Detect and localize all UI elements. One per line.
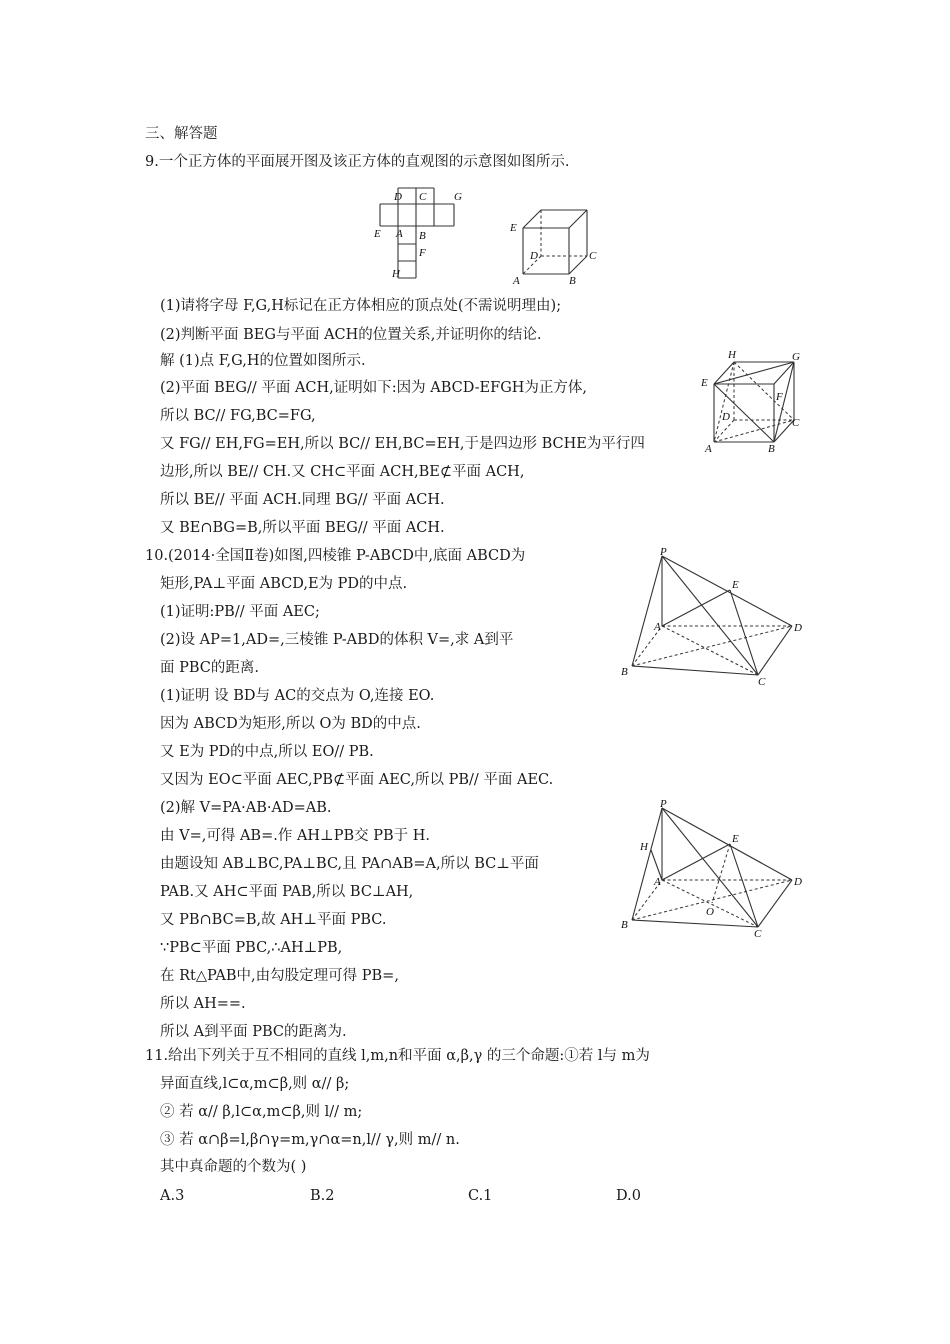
solution-9-line-7: 又 BE∩BG=B,所以平面 BEG// 平面 ACH. xyxy=(160,520,445,536)
solution-10-line-4: 又因为 EO⊂平面 AEC,PB⊄平面 AEC,所以 PB// 平面 AEC. xyxy=(160,772,554,788)
net-label-g: G xyxy=(454,191,462,203)
problem-9-part-2: (2)判断平面 BEG与平面 ACH的位置关系,并证明你的结论. xyxy=(160,327,542,343)
net-label-d: D xyxy=(394,191,402,203)
problem-9-part-1: (1)请将字母 F,G,H标记在正方体相应的顶点处(不需说明理由); xyxy=(160,298,562,314)
solution-10-line-1: (1)证明 设 BD与 AC的交点为 O,连接 EO. xyxy=(160,688,435,704)
option-d: D.0 xyxy=(616,1188,641,1204)
solution-9-line-6: 所以 BE// 平面 ACH.同理 BG// 平面 ACH. xyxy=(160,492,445,508)
pyr2-label-d: D xyxy=(794,876,802,888)
option-a: A.3 xyxy=(160,1188,185,1204)
problem-9-statement: 9.一个正方体的平面展开图及该正方体的直观图的示意图如图所示. xyxy=(145,154,570,170)
problem-11-proposition-3: ③ 若 α∩β=l,β∩γ=m,γ∩α=n,l// γ,则 m// n. xyxy=(160,1132,460,1148)
net-label-h: H xyxy=(392,268,400,280)
cube2-label-f: F xyxy=(776,391,783,403)
option-b: B.2 xyxy=(310,1188,335,1204)
option-c: C.1 xyxy=(468,1188,493,1204)
solution-10-line-9: 又 PB∩BC=B,故 AH⊥平面 PBC. xyxy=(160,912,387,928)
solution-10-line-13: 所以 A到平面 PBC的距离为. xyxy=(160,1024,347,1040)
cube1-label-e: E xyxy=(510,222,517,234)
problem-11-proposition-2: ② 若 α// β,l⊂α,m⊂β,则 l// m; xyxy=(160,1104,363,1120)
cube2-label-b: B xyxy=(768,443,775,455)
solution-10-line-3: 又 E为 PD的中点,所以 EO// PB. xyxy=(160,744,374,760)
net-label-e: E xyxy=(374,228,381,240)
pyr1-label-a: A xyxy=(654,621,661,633)
pyramid-figure-2 xyxy=(618,800,818,940)
pyr2-label-o: O xyxy=(706,906,714,918)
solution-10-line-7: 由题设知 AB⊥BC,PA⊥BC,且 PA∩AB=A,所以 BC⊥平面 xyxy=(160,856,539,872)
pyr2-label-c: C xyxy=(754,928,762,940)
pyr2-label-a: A xyxy=(654,876,661,888)
problem-11-question: 其中真命题的个数为( ) xyxy=(160,1159,307,1175)
pyr1-label-e: E xyxy=(732,579,739,591)
pyr1-label-d: D xyxy=(794,622,802,634)
solution-9-line-2: (2)平面 BEG// 平面 ACH,证明如下:因为 ABCD-EFGH为正方体, xyxy=(160,380,588,396)
net-label-b: B xyxy=(419,230,426,242)
problem-10-statement-1: 10.(2014·全国Ⅱ卷)如图,四棱锥 P-ABCD中,底面 ABCD为 xyxy=(145,548,526,564)
pyr2-label-e: E xyxy=(732,833,739,845)
problem-11-statement-1: 11.给出下列关于互不相同的直线 l,m,n和平面 α,β,γ 的三个命题:①若 l与 m为 xyxy=(145,1048,650,1064)
cube-net-figure xyxy=(370,185,470,280)
cube-solution-figure xyxy=(698,348,808,458)
solution-10-line-11: 在 Rt△PAB中,由勾股定理可得 PB=, xyxy=(160,968,399,984)
cube2-label-c: C xyxy=(792,417,800,429)
problem-11-statement-2: 异面直线,l⊂α,m⊂β,则 α// β; xyxy=(160,1076,350,1092)
pyr1-label-c: C xyxy=(758,676,766,688)
problem-10-part-1: (1)证明:PB// 平面 AEC; xyxy=(160,604,320,620)
section-title: 三、解答题 xyxy=(145,126,218,142)
cube1-label-c: C xyxy=(589,250,597,262)
pyr1-label-p: P xyxy=(660,548,667,558)
cube1-label-a: A xyxy=(513,275,520,287)
problem-10-part-2-cont: 面 PBC的距离. xyxy=(160,660,259,676)
answer-options xyxy=(160,1186,660,1206)
solution-10-line-8: PAB.又 AH⊂平面 PAB,所以 BC⊥AH, xyxy=(160,884,414,900)
pyr2-label-h: H xyxy=(640,841,648,853)
solution-9-line-5: 边形,所以 BE// CH.又 CH⊂平面 ACH,BE⊄平面 ACH, xyxy=(160,464,525,480)
net-label-a: A xyxy=(396,228,403,240)
solution-9-line-4: 又 FG// EH,FG=EH,所以 BC// EH,BC=EH,于是四边形 BCHE为平行四 xyxy=(160,436,645,452)
problem-10-part-2: (2)设 AP=1,AD=,三棱锥 P-ABD的体积 V=,求 A到平 xyxy=(160,632,514,648)
net-label-f: F xyxy=(419,247,426,259)
problem-10-statement-2: 矩形,PA⊥平面 ABCD,E为 PD的中点. xyxy=(160,576,408,592)
solution-10-line-12: 所以 AH==. xyxy=(160,996,246,1012)
pyr2-label-p: P xyxy=(660,800,667,810)
cube2-label-h: H xyxy=(728,349,736,361)
solution-10-line-6: 由 V=,可得 AB=.作 AH⊥PB交 PB于 H. xyxy=(160,828,430,844)
cube2-label-g: G xyxy=(792,351,800,363)
pyramid-figure-1 xyxy=(618,548,818,688)
solution-9-line-1: 解 (1)点 F,G,H的位置如图所示. xyxy=(160,353,366,369)
cube2-label-a: A xyxy=(705,443,712,455)
solution-10-line-5: (2)解 V=PA·AB·AD=AB. xyxy=(160,800,332,816)
pyr2-label-b: B xyxy=(621,919,628,931)
solution-10-line-2: 因为 ABCD为矩形,所以 O为 BD的中点. xyxy=(160,716,421,732)
solution-9-line-3: 所以 BC// FG,BC=FG, xyxy=(160,408,316,424)
cube-view-figure xyxy=(505,200,605,290)
solution-10-line-10: ∵PB⊂平面 PBC,∴AH⊥PB, xyxy=(160,940,343,956)
cube1-label-b: B xyxy=(569,275,576,287)
pyr1-label-b: B xyxy=(621,666,628,678)
cube1-label-d: D xyxy=(530,250,538,262)
cube2-label-e: E xyxy=(701,377,708,389)
cube2-label-d: D xyxy=(722,411,730,423)
net-label-c: C xyxy=(419,191,427,203)
